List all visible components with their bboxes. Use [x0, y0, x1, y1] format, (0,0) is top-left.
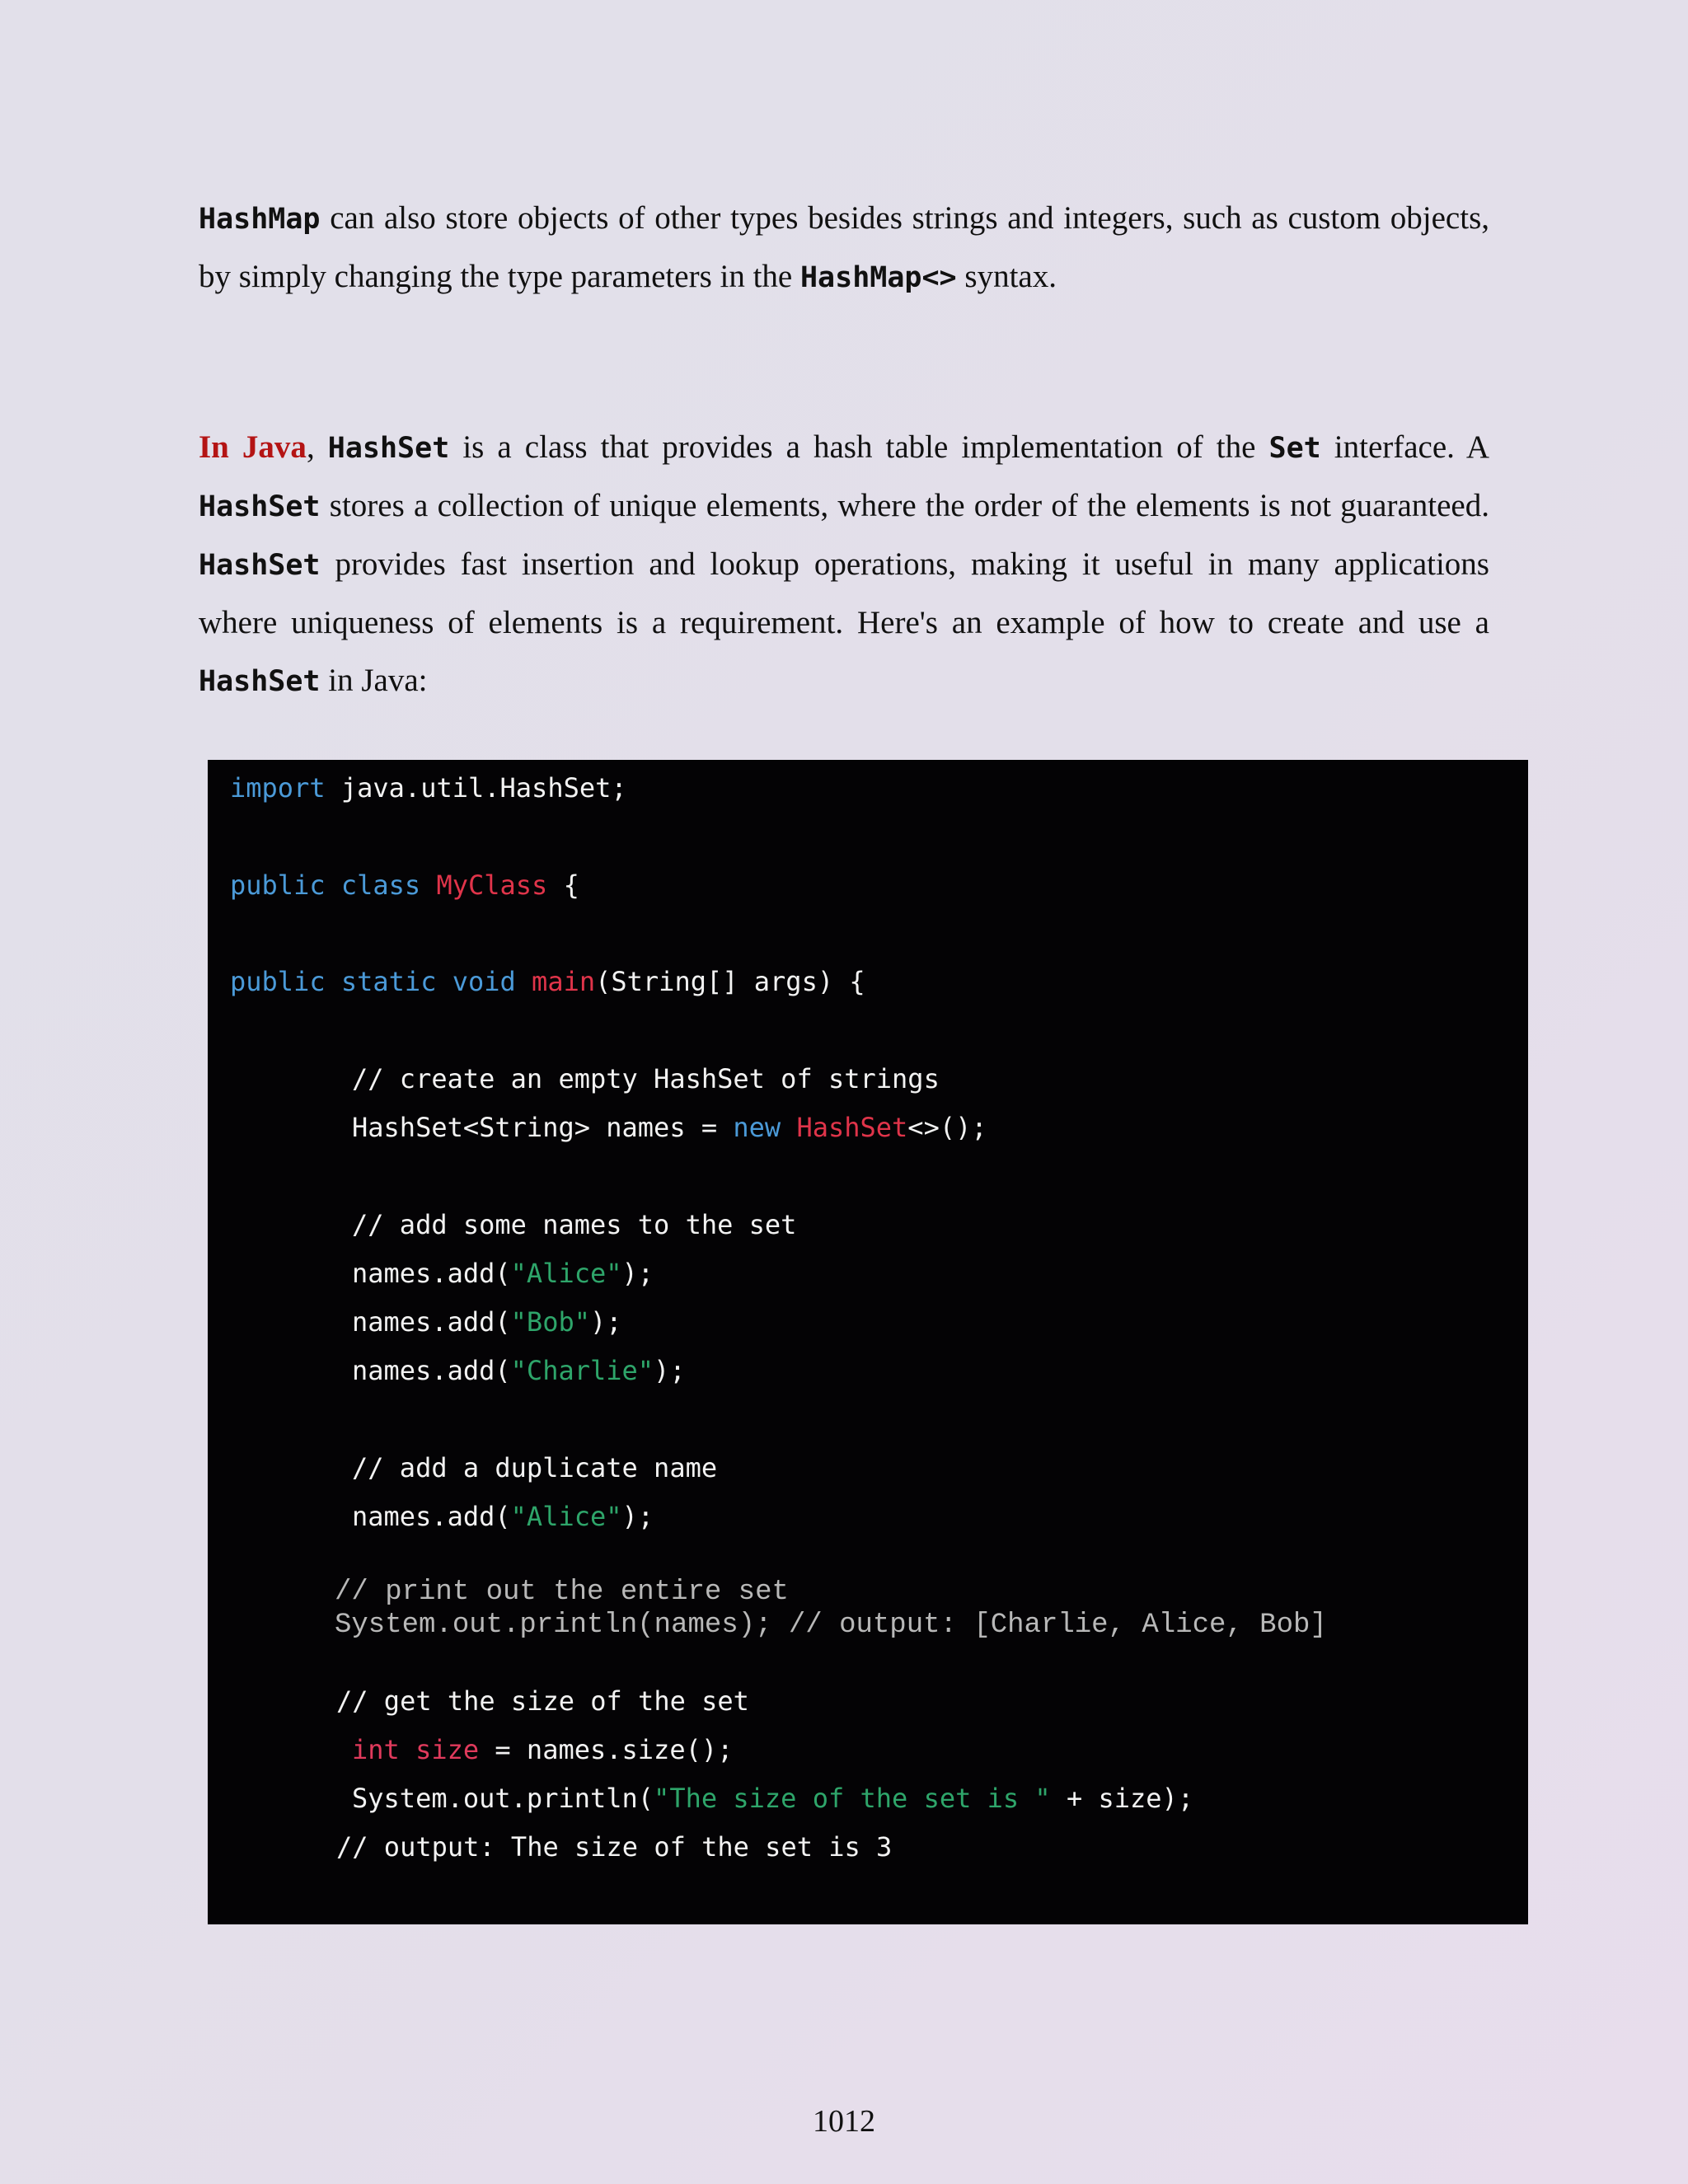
code-text — [420, 869, 436, 901]
code-line-add — [352, 1500, 654, 1533]
code-comment: // add a duplicate name — [352, 1452, 718, 1483]
code-line-add — [352, 1257, 654, 1290]
code-text: { — [547, 869, 579, 901]
code-line-class-decl — [230, 869, 579, 902]
string-literal: "Alice" — [510, 1258, 622, 1289]
code-text — [326, 869, 341, 901]
string-literal: "Alice" — [510, 1501, 622, 1532]
code-line-size — [352, 1733, 733, 1766]
code-text: ); — [654, 1355, 686, 1386]
code-comment: // output: The size of the set is 3 — [336, 1831, 893, 1863]
code-line-main-decl — [230, 965, 865, 998]
paragraph-text: provides fast insertion and lookup operations, making it useful in many applications where uniqueness of elements is a requirement. Here's an example of how to create and use a — [199, 546, 1489, 640]
hashset-term: HashSet — [199, 665, 321, 698]
hashmap-generic-term: HashMap<> — [799, 261, 957, 294]
code-text: <>(); — [907, 1112, 987, 1143]
paragraph-text: stores a collection of unique elements, where the order of the elements is not guaranteed. — [320, 488, 1489, 523]
keyword: void — [452, 966, 516, 997]
paragraph-text: can also store objects of other types besides strings and integers, such as custom objects, by simply changing the type parameters in the — [199, 200, 1489, 294]
paragraph-text: is a class that provides a hash table implementation of the — [449, 429, 1269, 465]
code-text: names.add( — [352, 1355, 511, 1386]
string-literal: "Bob" — [510, 1306, 590, 1338]
code-comment: // print out the entire set — [335, 1577, 789, 1608]
hashset-term: HashSet — [327, 432, 450, 465]
class-name: HashSet — [796, 1112, 908, 1143]
paragraph-text: interface. A — [1320, 429, 1489, 465]
class-name: MyClass — [436, 869, 548, 901]
code-text: java.util.HashSet; — [325, 772, 627, 804]
code-text: + size); — [1050, 1783, 1194, 1814]
code-text: HashSet<String> names = — [352, 1112, 734, 1143]
code-line-import — [230, 771, 627, 804]
paragraph-text: syntax. — [956, 259, 1057, 294]
keyword: public — [230, 869, 326, 901]
code-block — [208, 760, 1528, 1924]
code-text: names.add( — [352, 1501, 511, 1532]
code-text: ); — [621, 1501, 654, 1532]
in-java-lead: In Java — [199, 429, 307, 465]
code-comment: // create an empty HashSet of strings — [352, 1063, 940, 1094]
keyword: import — [230, 772, 326, 804]
code-text: ); — [589, 1306, 622, 1338]
method-name: main — [532, 966, 596, 997]
code-text: System.out.println( — [352, 1783, 654, 1814]
code-text: (String[] args) { — [595, 966, 865, 997]
code-text: names.add( — [352, 1258, 511, 1289]
paragraph-text: in Java: — [320, 663, 428, 698]
code-line-print-size — [352, 1782, 1193, 1815]
keyword: static — [340, 966, 437, 997]
set-term: Set — [1268, 432, 1321, 465]
code-line-print-set: System.out.println(names); // output: [Charlie, Alice, Bob] — [335, 1610, 1327, 1641]
hashmap-term: HashMap — [199, 203, 321, 236]
code-line-add — [352, 1305, 622, 1338]
string-literal: "Charlie" — [510, 1355, 654, 1386]
hashset-paragraph — [199, 419, 1489, 710]
code-comment: // add some names to the set — [352, 1209, 797, 1240]
keyword: new — [733, 1112, 781, 1143]
code-text: ); — [621, 1258, 654, 1289]
hashmap-paragraph — [199, 190, 1489, 307]
keyword: public — [230, 966, 326, 997]
hashset-term: HashSet — [199, 490, 321, 523]
code-text: names.add( — [352, 1306, 511, 1338]
string-literal: "The size of the set is " — [654, 1783, 1051, 1814]
hashset-term: HashSet — [199, 549, 321, 582]
code-text: = names.size(); — [479, 1734, 734, 1765]
code-line-add — [352, 1354, 686, 1387]
keyword: int size — [352, 1734, 480, 1765]
code-comment: // get the size of the set — [336, 1685, 749, 1717]
keyword: class — [340, 869, 421, 901]
page-number: 1012 — [813, 2104, 875, 2139]
paragraph-text: , — [306, 429, 328, 465]
code-line-create-set — [352, 1111, 987, 1144]
